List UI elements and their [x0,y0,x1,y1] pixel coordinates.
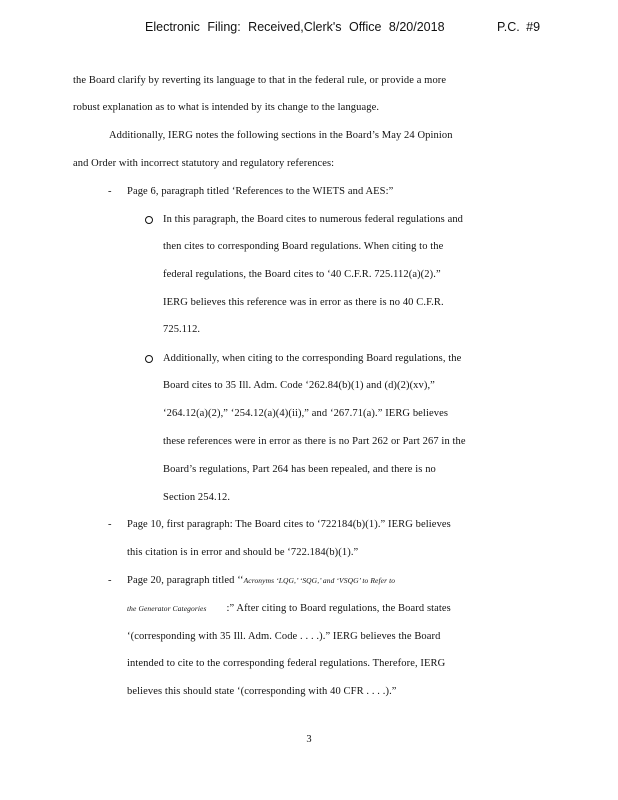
sub-item-line: 725.112. [163,324,201,335]
circle-bullet-icon [145,355,153,363]
list-item-line: believes this should state ‘(corresponding with 40 CFR . . . .).” [127,686,397,697]
sub-item-line: In this paragraph, the Board cites to numerous federal regulations and [163,214,464,225]
filing-stamp: Electronic Filing: Received,Clerk's Office 8/20/2018 [145,20,445,34]
list-item-text: Page 20, paragraph titled ‘‘ [127,575,244,586]
dash-bullet: - [108,186,112,197]
list-item-line: Page 10, first paragraph: The Board cites to ‘722184(b)(1).” IERG believes [127,519,451,530]
paragraph-line: and Order with incorrect statutory and regulatory references: [73,158,335,169]
list-item-line: ‘(corresponding with 35 Ill. Adm. Code . . . .).” IERG believes the Board [127,631,441,642]
italic-heading-text: the Generator Categories [127,604,207,613]
italic-heading-text: Acronyms ‘LQG,’ ‘SQG,’ and ‘VSQG’ to Refer to [243,576,396,585]
sub-item-line: Additionally, when citing to the corresponding Board regulations, the [163,353,462,364]
sub-item-line: IERG believes this reference was in error as there is no 40 C.F.R. [163,297,444,308]
paragraph-line: Additionally, IERG notes the following sections in the Board’s May 24 Opinion [109,130,453,141]
public-comment-number: P.C. #9 [497,20,541,34]
sub-item-line: these references were in error as there is no Part 262 or Part 267 in the [163,436,466,447]
sub-item-line: then cites to corresponding Board regulations. When citing to the [163,241,444,252]
list-item-line: Page 6, paragraph titled ‘References to the WIETS and AES:” [127,186,394,197]
list-item-line: this citation is in error and should be ‘722.184(b)(1).” [127,547,359,558]
sub-item-line: Board’s regulations, Part 264 has been repealed, and there is no [163,464,436,475]
circle-bullet-icon [145,216,153,224]
paragraph-line: robust explanation as to what is intended by its change to the language. [73,102,380,113]
list-item-line [127,574,395,588]
sub-item-line: Board cites to 35 Ill. Adm. Code ‘262.84(b)(1) and (d)(2)(xv),” [163,380,435,391]
sub-item-line: ‘264.12(a)(2),” ‘254.12(a)(4)(ii),” and ‘267.71(a).” IERG believes [163,408,449,419]
page-number: 3 [306,734,312,745]
sub-item-line: federal regulations, the Board cites to ‘40 C.F.R. 725.112(a)(2).” [163,269,441,280]
filing-header [0,20,618,38]
sub-item-line: Section 254.12. [163,492,231,503]
list-item-line [127,602,451,616]
dash-bullet: - [108,575,112,586]
paragraph-line: the Board clarify by reverting its language to that in the federal rule, or provide a more [73,75,447,86]
dash-bullet: - [108,519,112,530]
list-item-text: :” After citing to Board regulations, the Board states [226,603,451,614]
list-item-line: intended to cite to the corresponding federal regulations. Therefore, IERG [127,658,446,669]
